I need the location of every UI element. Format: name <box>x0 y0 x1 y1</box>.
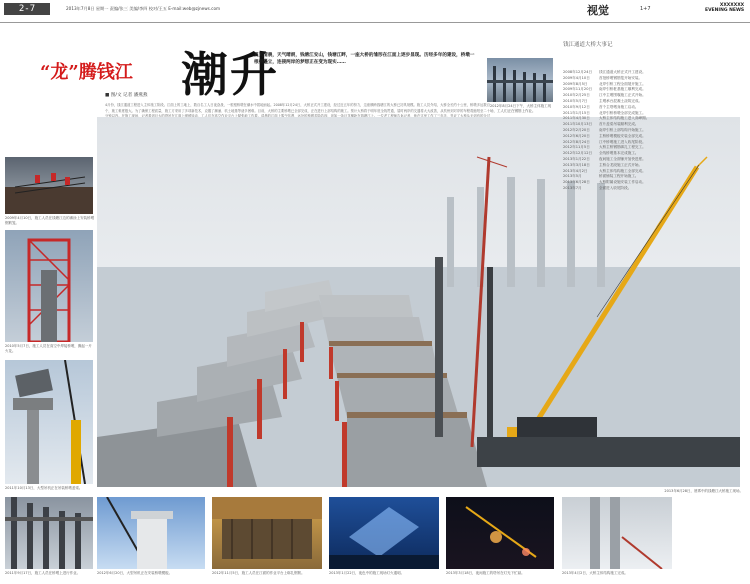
article-deck: 夏天清晨，天气晴朗，钱塘江安山，钱塘江畔，一座大桥的雏形在江面上逐步显现。历经多年的建设，桥墩一根根矗立，连接两岸的梦想正在变为现实…… <box>254 53 475 65</box>
workers-rebar-icon <box>5 157 93 214</box>
timeline-date: 2010年9月12日 <box>563 104 590 109</box>
timeline-date: 2009年11月20日 <box>563 87 593 92</box>
timeline-text: 主桥合龙段施工正式开始。 <box>599 162 643 167</box>
photo-top-small <box>487 58 553 102</box>
timeline-date: 2012年12月12日 <box>563 151 593 156</box>
header-meta: 2013年7月8日 星期一 责编/张三 美编/李四 校对/王五 E-mail:web@zjnews.com <box>66 6 221 11</box>
photo-bottom-6 <box>562 497 672 569</box>
byline: ■ 图/文 记者 潘燕燕 <box>105 93 148 98</box>
timeline-date: 2013年4月2日 <box>563 168 588 173</box>
timeline-text: 南岸引桥上部结构开始施工。 <box>599 127 646 132</box>
photo-left-2 <box>5 230 93 342</box>
caption-bottom-6: 2013年4月2日，大桥主体结构施工完成。 <box>562 571 628 575</box>
timeline-text: 主桥桥墩模板安装全部完成。 <box>599 133 646 138</box>
photo-left-1 <box>5 157 93 214</box>
timeline-date: 2009年8月5日 <box>563 81 588 86</box>
timeline-date: 2012年8月24日 <box>563 139 590 144</box>
timeline-date: 2013年5月 <box>563 174 582 179</box>
section-name: 1+7 <box>640 6 651 12</box>
timeline-date: 2013年7月 <box>563 185 582 190</box>
night-structure-icon <box>329 497 439 569</box>
timeline-date: 2011年1月15日 <box>563 110 590 115</box>
timeline-text: 首批桥墩钢筋笼开始安装。 <box>599 75 643 80</box>
timeline-text: 首个主塔墩身施工启动。 <box>599 104 639 109</box>
timeline-text: 主墩承台混凝土浇筑完成。 <box>599 98 643 103</box>
timeline-text: 首片盖梁吊装顺利完成。 <box>599 122 639 127</box>
main-headline: 潮升 <box>181 48 279 103</box>
pier-cap-crane-icon <box>5 360 93 484</box>
photo-bottom-4 <box>329 497 439 569</box>
english-title-line1: XXXXXXX <box>719 3 745 8</box>
photo-left-3 <box>5 360 93 484</box>
night-crane-icon <box>446 497 554 569</box>
brand-logo: 视觉 <box>587 4 609 17</box>
timeline-date: 2013年3月18日 <box>563 162 590 167</box>
timeline-text: 桥面铺装工程开始施工。 <box>599 174 639 179</box>
caption-bottom-3: 2012年11月5日，施工人员在江面的作业平台上绑扎钢筋。 <box>212 571 305 575</box>
rebar-platform-icon <box>212 497 322 569</box>
caption-left-1: 2009年4月10日，施工人员在钱塘江边的滩涂上安装桥墩钢筋笼。 <box>5 216 95 225</box>
timeline-date: 2012年6月20日 <box>563 133 590 138</box>
timeline-date: 2011年4月30日 <box>563 116 590 121</box>
caption-left-3: 2011年10月13日，大型吊机正在吊装桥墩盖梁。 <box>5 486 83 490</box>
timeline-text: 江中桥墩施工进入收尾阶段。 <box>599 139 646 144</box>
timeline-date: 2013年6月28日 <box>563 180 590 185</box>
article-body: 4月份，钱江通道工程进入主体施工阶段。江面上的工地上，数百名工人日夜奋战，一根根桥墩在潮水中拔地而起。2008年12月24日，大桥正式开工建设，经过近五年的努力，这座横跨钱塘江的大桥已初具规模。施工人员介绍，大桥全长约十公里，桥墩多达数百个，施工难度极大。为了确保工程质量，施工方采用了多项新技术，克服了潮涌、软土地基等诸多困难。目前，大桥的主要桥墩已全部完成，正在进行上部结构的施工。预计大桥将于明年底全线贯通，届时两岸的交通将大大改善，从杭州到对岸的车程将缩短至二十 <box>105 103 490 113</box>
timeline-text: 大桥主桥钢筋绑扎工程完工。 <box>599 145 646 150</box>
timeline-text: 夜间施工全面铺开加快进度。 <box>599 156 646 161</box>
timeline-text: 南岸引桥桩基施工顺利完成。 <box>599 87 646 92</box>
timeline-list <box>563 70 738 192</box>
caption-left-2: 2010年5月7日，施工人员在高空中焊接桥墩，溅起一片火花。 <box>5 344 92 353</box>
caption-bottom-5: 2013年3月18日，夜间施工的塔吊在灯光下忙碌。 <box>446 571 525 575</box>
timeline-text: 全线桥墩基本完成施工。 <box>599 151 639 156</box>
caption-bottom-2: 2012年6月20日，大型吊机正在安装桥墩模板。 <box>97 571 173 575</box>
timeline-text: 北岸引桥桥墩全部完成施工。 <box>599 110 646 115</box>
photo-bottom-1 <box>5 497 93 569</box>
timeline-date: 2012年2月20日 <box>563 127 590 132</box>
timeline-date: 2008年12月24日 <box>563 70 593 74</box>
timeline-item <box>563 186 738 192</box>
timeline-text: 北岸引桥工程全面展开施工。 <box>599 81 646 86</box>
timeline-text: 江中主墩围堰施工正式开始。 <box>599 93 646 98</box>
page-header <box>0 0 750 23</box>
bridge-pylons-icon <box>487 58 553 102</box>
pier-frames-icon <box>5 497 93 569</box>
timeline-date: 2010年2月25日 <box>563 93 590 98</box>
timeline-text: 大桥主体结构施工全部完成。 <box>599 168 646 173</box>
caption-bottom-4: 2013年1月22日，夜色中的施工现场灯火通明。 <box>329 571 405 575</box>
timeline-date: 2012年11月5日 <box>563 145 590 150</box>
timeline-date: 2010年5月7日 <box>563 98 588 103</box>
page-number: 2-7 <box>4 3 50 15</box>
timeline-title: 钱江通道大桥大事记 <box>563 42 613 48</box>
timeline-date: 2013年1月22日 <box>563 156 590 161</box>
photo-bottom-3 <box>212 497 322 569</box>
caption-top-small: 2012年8月24日下午，大桥主体施工现场，工人们正在钢筋上作业。 <box>490 104 552 113</box>
photo-bottom-5 <box>446 497 554 569</box>
crane-mould-icon <box>97 497 205 569</box>
caption-main: 2013年6月28日，晨雾中的钱塘江大桥施工现场。 <box>664 489 743 493</box>
timeline-text: 钱江通道大桥正式开工建设。 <box>599 70 646 74</box>
timeline-date: 2011年10月13日 <box>563 122 593 127</box>
timeline-text: 大桥附属设施安装工作启动。 <box>599 180 646 185</box>
english-title <box>705 3 744 13</box>
kicker-headline: “龙”腾钱江 <box>40 62 133 83</box>
timeline-date: 2009年4月10日 <box>563 75 590 80</box>
photo-bottom-2 <box>97 497 205 569</box>
timeline-text: 全面进入收尾阶段。 <box>599 185 632 190</box>
caption-bottom-1: 2011年9月17日，施工人员在桥墩上进行作业。 <box>5 571 81 575</box>
pylon-red-icon <box>562 497 672 569</box>
english-title-line2: EVENING NEWS <box>705 8 745 13</box>
scaffold-tower-icon <box>5 230 93 342</box>
timeline-text: 大桥主体结构施工进入高峰期。 <box>599 116 650 121</box>
